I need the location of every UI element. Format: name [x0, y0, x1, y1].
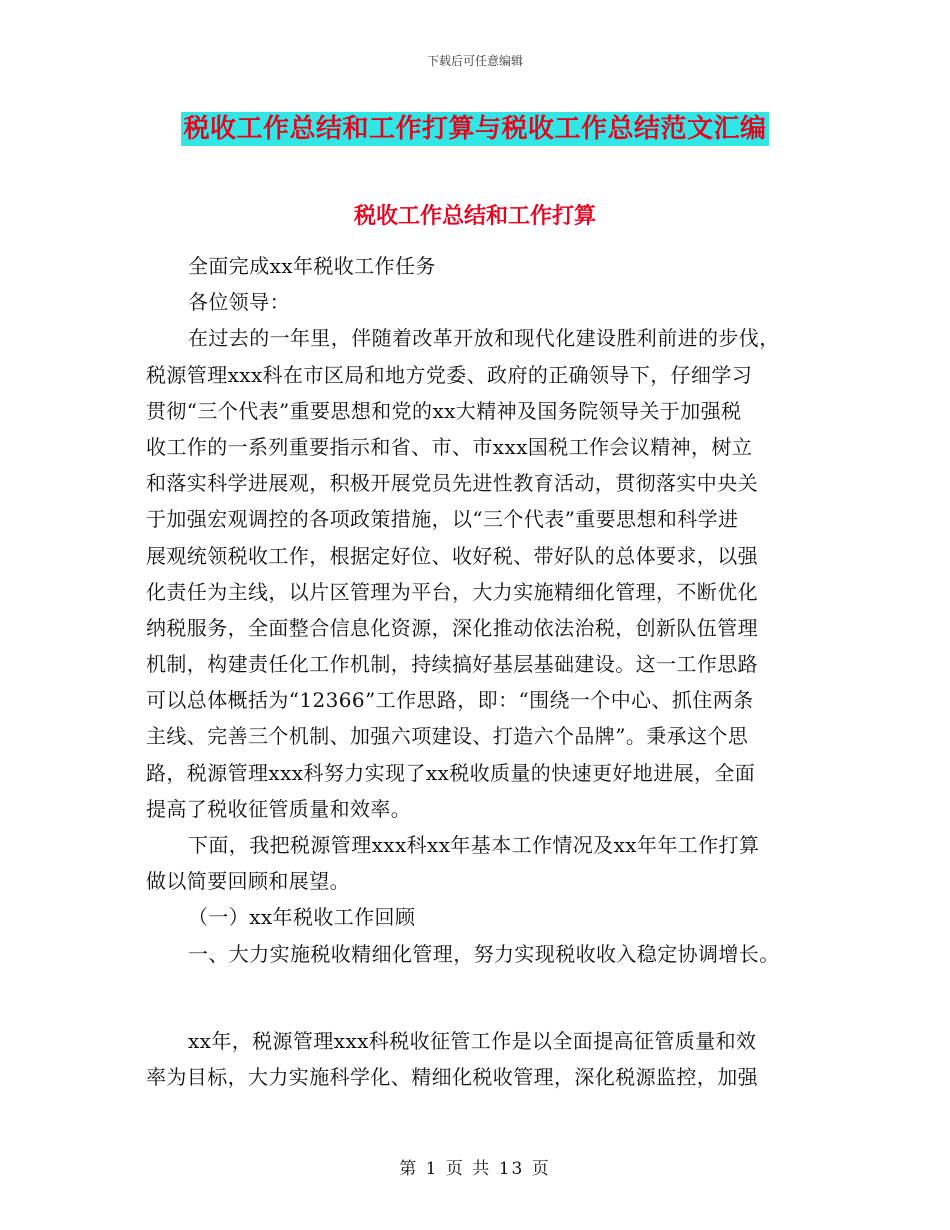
paragraph-line: 税源管理xxx科在市区局和地方党委、政府的正确领导下，仔细学习 [146, 362, 753, 387]
paragraph-line: 展观统领税收工作，根据定好位、收好税、带好队的总体要求，以强 [146, 543, 758, 568]
paragraph-line: 做以简要回顾和展望。 [146, 869, 350, 894]
paragraph-line: 主线、完善三个机制、加强六项建设、打造六个品牌”。秉承这个思 [146, 724, 749, 749]
page-footer: 第 1 页 共 13 页 [399, 1159, 551, 1179]
body-block-2 [146, 1023, 810, 1095]
paragraph-line: 路，税源管理xxx科努力实现了xx税收质量的快速更好地进展，全面 [146, 760, 756, 785]
paragraph-line: 机制，构建责任化工作机制，持续搞好基层基础建设。这一工作思路 [146, 652, 758, 677]
paragraph-line: 收工作的一系列重要指示和省、市、市xxx国税工作会议精神，树立 [146, 434, 753, 459]
paragraph-line: 在过去的一年里，伴随着改革开放和现代化建设胜利前进的步伐， [188, 326, 780, 351]
section-title: 税收工作总结和工作打算 [353, 204, 596, 229]
paragraph-line: 各位领导： [188, 290, 290, 315]
header-note: 下载后可任意编辑 [426, 54, 523, 68]
section-heading: （一）xx年税收工作回顾 [188, 905, 416, 930]
paragraph-line: 于加强宏观调控的各项政策措施，以“三个代表”重要思想和科学进 [146, 507, 739, 532]
main-title-container [0, 112, 950, 146]
paragraph-line: 率为目标，大力实施科学化、精细化税收管理，深化税源监控，加强 [146, 1065, 758, 1090]
paragraph-line: 贯彻“三个代表”重要思想和党的xx大精神及国务院领导关于加强税 [146, 398, 742, 423]
paragraph-line: 化责任为主线，以片区管理为平台，大力实施精细化管理，不断优化 [146, 579, 758, 604]
paragraph-line: 提高了税收征管质量和效率。 [146, 796, 412, 821]
paragraph-line: 和落实科学进展观，积极开展党员先进性教育活动，贯彻落实中央关 [146, 471, 758, 496]
body-block-1 [146, 248, 810, 972]
paragraph-line: 下面，我把税源管理xxx科xx年基本工作情况及xx年年工作打算 [188, 833, 760, 857]
subsection-heading: 一、大力实施税收精细化管理，努力实现税收收入稳定协调增长。 [188, 941, 780, 966]
paragraph-line: 可以总体概括为“12366”工作思路，即：“围绕一个中心、抓住两条 [146, 688, 754, 713]
paragraph-line: xx年，税源管理xxx科税收征管工作是以全面提高征管质量和效 [188, 1029, 757, 1053]
paragraph-line: 全面完成xx年税收工作任务 [188, 254, 436, 278]
paragraph-line: 纳税服务，全面整合信息化资源，深化推动依法治税，创新队伍管理 [146, 615, 758, 640]
main-title: 税收工作总结和工作打算与税收工作总结范文汇编 [183, 114, 767, 144]
